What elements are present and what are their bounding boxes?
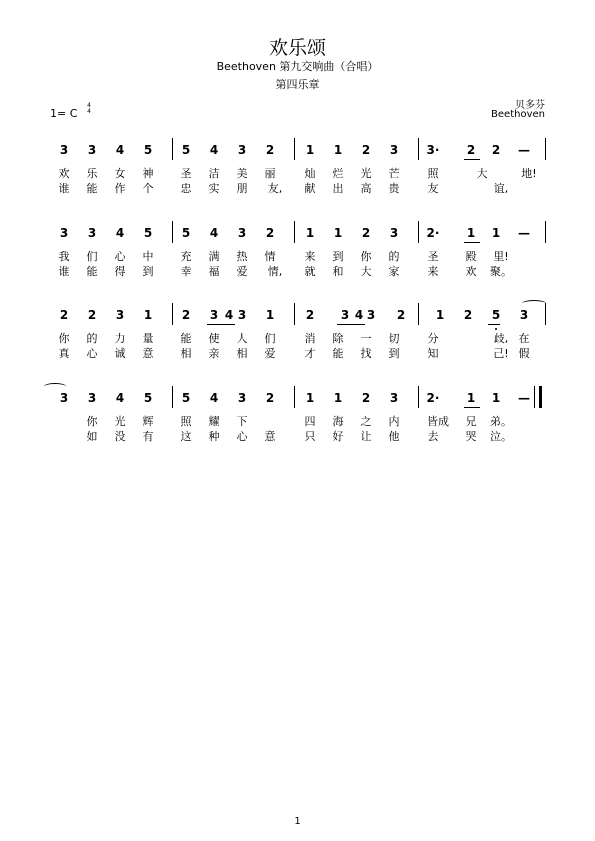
lyric-verse-1: 一 [360, 332, 372, 345]
lyric-verse-2: 友 [427, 182, 439, 195]
lyric-verse-1: 的 [388, 250, 400, 263]
lyric-verse-1: 皆成 [427, 415, 449, 428]
lyric-verse-1: 切 [388, 332, 400, 345]
lyric-verse-2: 贵 [388, 182, 400, 195]
lyric-verse-1: 神 [142, 167, 154, 180]
lyric-verse-1: 消 [304, 332, 316, 345]
lyric-verse-2: 朋 [236, 182, 248, 195]
note: 4 [209, 226, 219, 240]
lyric-verse-2: 心 [86, 347, 98, 360]
note: 3 [237, 226, 247, 240]
note: 2 [87, 308, 97, 322]
lyric-verse-1: 辉 [142, 415, 154, 428]
lyric-verse-1: 你 [86, 415, 98, 428]
note: 2 [466, 143, 476, 157]
note: 4 [115, 391, 125, 405]
lyric-verse-2: 找 [360, 347, 372, 360]
lyric-verse-1: 乐 [86, 167, 98, 180]
note: 2 [181, 308, 191, 322]
lyric-verse-1: 光 [360, 167, 372, 180]
lyric-verse-2: 到 [142, 265, 154, 278]
lyric-verse-2: 作 [114, 182, 126, 195]
lyric-verse-2: 如 [86, 430, 98, 443]
note: 3 [209, 308, 219, 322]
eighth-underline [464, 242, 480, 243]
lyric-verse-1: 里! [493, 250, 509, 263]
lyric-verse-2: 到 [388, 347, 400, 360]
lyric-verse-2: 真 [58, 347, 70, 360]
lyric-verse-2: 爱 [236, 265, 248, 278]
note: 1 [333, 226, 343, 240]
lyric-verse-2: 就 [304, 265, 316, 278]
time-signature-top: 4 [87, 102, 91, 109]
lyric-verse-1: 来 [304, 250, 316, 263]
lyric-verse-1: 四 [304, 415, 316, 428]
note: 1 [305, 391, 315, 405]
note: 2· [426, 226, 440, 240]
note: 4 [224, 308, 234, 322]
note: 5 [143, 143, 153, 157]
note: 5 [181, 226, 191, 240]
lyric-verse-2: 来 [427, 265, 439, 278]
note: 3 [115, 308, 125, 322]
note: 3 [87, 226, 97, 240]
bar-line [418, 386, 419, 408]
lyric-verse-2: 谁 [58, 182, 70, 195]
note: 3 [59, 143, 69, 157]
lyric-verse-1: 歧, [493, 332, 509, 345]
lyric-verse-2: 个 [142, 182, 154, 195]
bar-line [418, 221, 419, 243]
note: 2 [361, 391, 371, 405]
time-signature-bottom: 4 [87, 108, 91, 115]
note: 2 [59, 308, 69, 322]
bar-line [294, 386, 295, 408]
note: 5 [143, 391, 153, 405]
lyric-verse-2: 出 [332, 182, 344, 195]
note: 3 [87, 143, 97, 157]
lyric-verse-2: 种 [208, 430, 220, 443]
lyric-verse-2: 福 [208, 265, 220, 278]
lyric-verse-2: 幸 [180, 265, 192, 278]
note: 2 [265, 143, 275, 157]
lyric-verse-2: 欢 [465, 265, 477, 278]
composer-chinese: 贝多芬 [515, 100, 545, 111]
bar-line [545, 138, 546, 160]
lyric-verse-2: 实 [208, 182, 220, 195]
note: 2 [265, 391, 275, 405]
note: 1 [265, 308, 275, 322]
lyric-verse-2: 心 [236, 430, 248, 443]
note: 4 [209, 391, 219, 405]
lyric-verse-1: 除 [332, 332, 344, 345]
lyric-verse-1: 弟。 [490, 415, 512, 428]
note: 5 [143, 226, 153, 240]
lyric-verse-1: 充 [180, 250, 192, 263]
lyric-verse-2: 亲 [208, 347, 220, 360]
lyric-verse-2: 谊, [493, 182, 509, 195]
note: 3 [389, 226, 399, 240]
note: — [518, 143, 530, 157]
lyric-verse-2: 爱 [264, 347, 276, 360]
note: 2 [361, 226, 371, 240]
lyric-verse-2: 诚 [114, 347, 126, 360]
tie-arc [522, 300, 546, 307]
lyric-verse-1: 满 [208, 250, 220, 263]
lyric-verse-1: 洁 [208, 167, 220, 180]
bar-line [294, 221, 295, 243]
lyric-verse-1: 量 [142, 332, 154, 345]
lyric-verse-1: 欢 [58, 167, 70, 180]
lyric-verse-2: 假 [518, 347, 530, 360]
eighth-underline [464, 407, 480, 408]
eighth-underline [464, 159, 480, 160]
lyric-verse-2: 能 [332, 347, 344, 360]
lyric-verse-1: 海 [332, 415, 344, 428]
lyric-verse-1: 力 [114, 332, 126, 345]
eighth-underline [207, 324, 235, 325]
note: 3· [426, 143, 440, 157]
note: 2 [305, 308, 315, 322]
lyric-verse-1: 中 [142, 250, 154, 263]
note: 3 [237, 143, 247, 157]
note: 1 [333, 143, 343, 157]
low-octave-dot [495, 328, 497, 330]
lyric-verse-2: 谁 [58, 265, 70, 278]
lyric-verse-1: 我 [58, 250, 70, 263]
bar-line [418, 303, 419, 325]
eighth-underline [337, 324, 365, 325]
note: 1 [466, 226, 476, 240]
note: 2· [426, 391, 440, 405]
bar-line [172, 221, 173, 243]
eighth-underline [488, 324, 500, 325]
lyric-verse-1: 光 [114, 415, 126, 428]
note: 4 [115, 226, 125, 240]
lyric-verse-1: 你 [58, 332, 70, 345]
note: 1 [143, 308, 153, 322]
lyric-verse-1: 照 [180, 415, 192, 428]
lyric-verse-1: 兄 [465, 415, 477, 428]
lyric-verse-1: 能 [180, 332, 192, 345]
lyric-verse-1: 到 [332, 250, 344, 263]
lyric-verse-1: 在 [518, 332, 530, 345]
note: 1 [435, 308, 445, 322]
note: 1 [491, 391, 501, 405]
lyric-verse-2: 和 [332, 265, 344, 278]
lyric-verse-1: 烂 [332, 167, 344, 180]
note: 1 [466, 391, 476, 405]
note: 1 [305, 143, 315, 157]
note: — [518, 391, 530, 405]
note: 5 [181, 143, 191, 157]
bar-line [172, 386, 173, 408]
lyric-verse-1: 大 [476, 167, 488, 180]
bar-line [294, 303, 295, 325]
bar-line [418, 138, 419, 160]
lyric-verse-2: 哭 [465, 430, 477, 443]
lyric-verse-2: 泣。 [490, 430, 512, 443]
lyric-verse-2: 去 [427, 430, 439, 443]
bar-line [534, 386, 535, 408]
note: 2 [463, 308, 473, 322]
lyric-verse-1: 地! [521, 167, 537, 180]
lyric-verse-2: 情, [267, 265, 283, 278]
bar-line [294, 138, 295, 160]
note: 3 [87, 391, 97, 405]
note: 3 [389, 391, 399, 405]
song-title: 欢乐颂 [268, 37, 326, 59]
lyric-verse-1: 们 [86, 250, 98, 263]
movement-label: 第四乐章 [275, 78, 320, 91]
note: 3 [389, 143, 399, 157]
lyric-verse-2: 友, [267, 182, 283, 195]
lyric-verse-2: 有 [142, 430, 154, 443]
note: 3 [59, 226, 69, 240]
lyric-verse-1: 你 [360, 250, 372, 263]
lyric-verse-2: 意 [142, 347, 154, 360]
note: 4 [209, 143, 219, 157]
lyric-verse-1: 热 [236, 250, 248, 263]
lyric-verse-1: 照 [427, 167, 439, 180]
lyric-verse-1: 之 [360, 415, 372, 428]
lyric-verse-1: 美 [236, 167, 248, 180]
lyric-verse-2: 献 [304, 182, 316, 195]
lyric-verse-1: 殿 [465, 250, 477, 263]
lyric-verse-2: 得 [114, 265, 126, 278]
lyric-verse-1: 使 [208, 332, 220, 345]
lyric-verse-2: 好 [332, 430, 344, 443]
lyric-verse-2: 能 [86, 182, 98, 195]
lyric-verse-2: 高 [360, 182, 372, 195]
note: — [518, 226, 530, 240]
note: 3 [237, 391, 247, 405]
note: 2 [265, 226, 275, 240]
time-signature [86, 103, 92, 115]
lyric-verse-2: 只 [304, 430, 316, 443]
lyric-verse-2: 聚。 [490, 265, 512, 278]
note: 3 [237, 308, 247, 322]
lyric-verse-1: 们 [264, 332, 276, 345]
bar-line [172, 138, 173, 160]
tie-arc [44, 383, 66, 390]
lyric-verse-1: 耀 [208, 415, 220, 428]
lyric-verse-1: 丽 [264, 167, 276, 180]
lyric-verse-2: 没 [114, 430, 126, 443]
lyric-verse-2: 相 [236, 347, 248, 360]
lyric-verse-1: 分 [427, 332, 439, 345]
lyric-verse-2: 他 [388, 430, 400, 443]
lyric-verse-2: 相 [180, 347, 192, 360]
bar-line [172, 303, 173, 325]
lyric-verse-1: 内 [388, 415, 400, 428]
note: 2 [396, 308, 406, 322]
lyric-verse-2: 大 [360, 265, 372, 278]
page-number: 1 [294, 816, 301, 827]
note: 5 [491, 308, 501, 322]
lyric-verse-2: 意 [264, 430, 276, 443]
note: 3 [59, 391, 69, 405]
lyric-verse-1: 圣 [180, 167, 192, 180]
lyric-verse-2: 忠 [180, 182, 192, 195]
note: 1 [305, 226, 315, 240]
lyric-verse-2: 知 [427, 347, 439, 360]
lyric-verse-1: 情 [264, 250, 276, 263]
note: 1 [491, 226, 501, 240]
lyric-verse-2: 家 [388, 265, 400, 278]
note: 3 [366, 308, 376, 322]
note: 5 [181, 391, 191, 405]
note: 2 [361, 143, 371, 157]
lyric-verse-2: 才 [304, 347, 316, 360]
note: 4 [115, 143, 125, 157]
note: 3 [519, 308, 529, 322]
bar-line [539, 386, 542, 408]
lyric-verse-1: 心 [114, 250, 126, 263]
lyric-verse-2: 能 [86, 265, 98, 278]
note: 1 [333, 391, 343, 405]
lyric-verse-2: 这 [180, 430, 192, 443]
note: 2 [491, 143, 501, 157]
composer-english: Beethoven [491, 109, 545, 120]
lyric-verse-1: 女 [114, 167, 126, 180]
lyric-verse-1: 的 [86, 332, 98, 345]
lyric-verse-1: 圣 [427, 250, 439, 263]
lyric-verse-1: 灿 [304, 167, 316, 180]
key-signature: 1= C [50, 107, 78, 120]
song-subtitle: Beethoven 第九交响曲（合唱） [216, 60, 379, 73]
lyric-verse-1: 下 [236, 415, 248, 428]
note: 3 [340, 308, 350, 322]
lyric-verse-2: 己! [493, 347, 509, 360]
lyric-verse-1: 芒 [388, 167, 400, 180]
lyric-verse-2: 让 [360, 430, 372, 443]
bar-line [545, 221, 546, 243]
lyric-verse-1: 人 [236, 332, 248, 345]
note: 4 [354, 308, 364, 322]
